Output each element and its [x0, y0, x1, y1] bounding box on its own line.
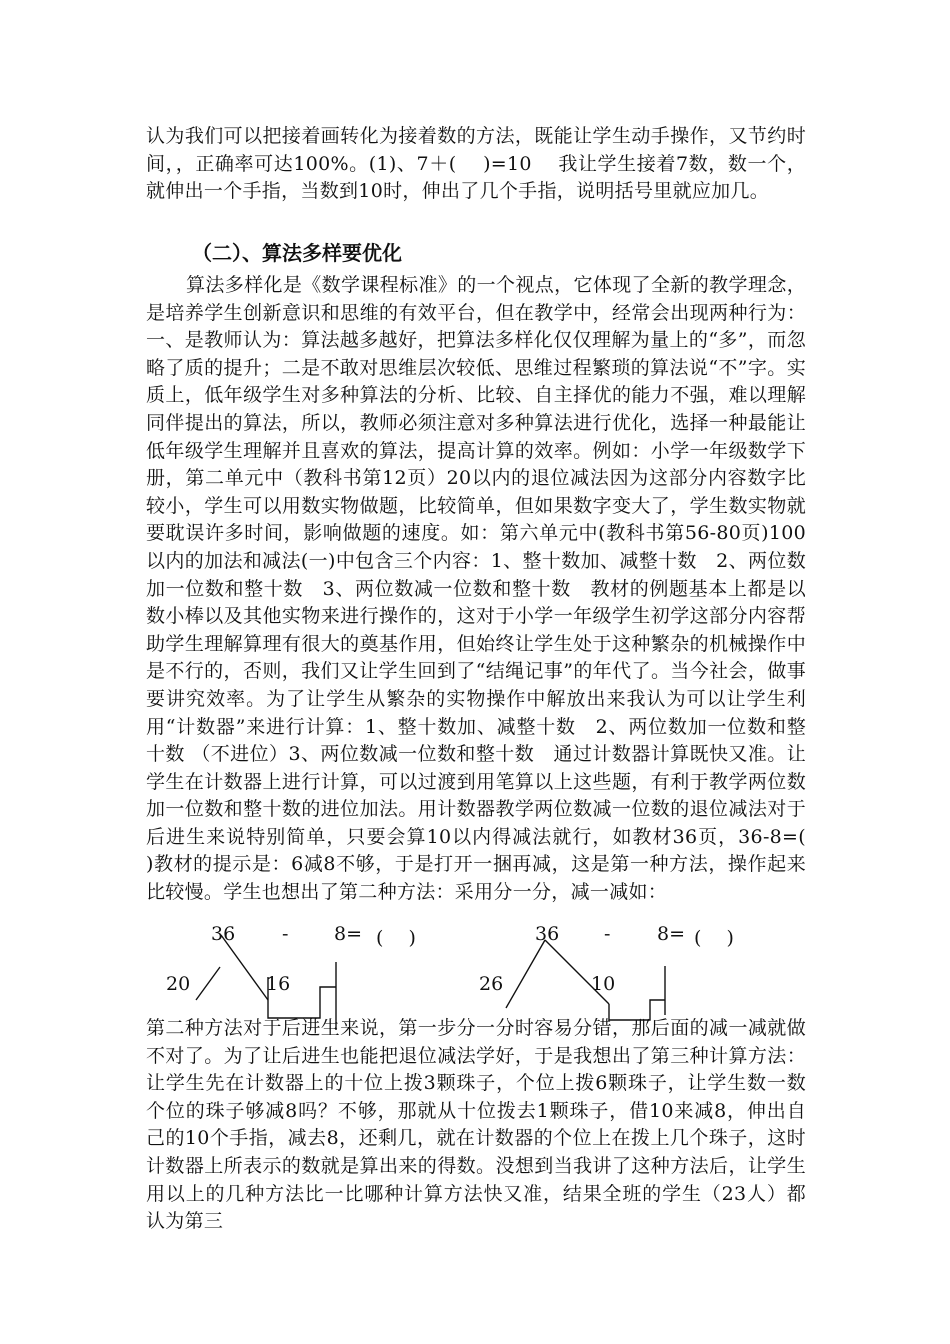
paragraph-third-method: 第二种方法对于后进生来说，第一步分一分时容易分错，那后面的减一减就做不对了。为了让后进生也能把退位减法学好，于是我想出了第三种计算方法：让学生先在计数器上的十位上拨3颗珠子，个位上拨6颗珠子，让学生数一数个位的珠子够减8吗？不够，那就从十位拨去1颗珠子，借10来减8，伸出自己的10个手指，减去8，还剩几，就在计数器的个位上在拨上几个珠子，这时计数器上所表示的数就是算出来的得数。没想到当我讲了这种方法后，让学生用以上的几种方法比一比哪种计算方法快又准，结果全班的学生（23人）都认为第三 [146, 1017, 806, 1233]
right-minus-sign: - [604, 923, 611, 945]
section-heading: （二）、算法多样要优化 [192, 241, 402, 265]
right-split-tens: 26 [479, 973, 504, 995]
left-minuend: 36 [211, 923, 236, 945]
paragraph-intro: 认为我们可以把接着画转化为接着数的方法，既能让学生动手操作，又节约时间，，正确率可达100%。(1)、7＋( )=10 我让学生接着7数，数一个，就伸出一个手指，当数到10时，伸出了几个手指，说明括号里就应加几。 [146, 125, 806, 203]
left-answer-blank: ( ) [376, 927, 416, 949]
left-minus-sign: - [282, 923, 289, 945]
paragraph-algorithm: 算法多样化是《数学课程标准》的一个视点，它体现了全新的教学理念，是培养学生创新意识和思维的有效平台，但在教学中，经常会出现两种行为：一、是教师认为：算法越多越好，把算法多样化仅仅理解为量上的“多”，而忽略了质的提升；二是不敢对思维层次较低、思维过程繁琐的算法说“不”字。实质上，低年级学生对多种算法的分析、比较、自主择优的能力不强，难以理解同伴提出的算法，所以，教师必须注意对多种算法进行优化，选择一种最能让低年级学生理解并且喜欢的算法，提高计算的效率。例如：小学一年级数学下册，第二单元中（教科书第12页）20以内的退位减法因为这部分内容数字比较小，学生可以用数实物做题，比较简单，但如果数字变大了，学生数实物就要耽误许多时间，影响做题的速度。如：第六单元中(教科书第56-80页)100以内的加法和减法(一)中包含三个内容：1、整十数加、减整十数 2、两位数加一位数和整十数 3、两位数减一位数和整十数 教材的例题基本上都是以数小棒以及其他实物来进行操作的，这对于小学一年级学生初学这部分内容帮助学生理解算理有很大的奠基作用，但始终让学生处于这种繁杂的机械操作中是不行的，否则，我们又让学生回到了“结绳记事”的年代了。当今社会，做事要讲究效率。为了让学生从繁杂的实物操作中解放出来我认为可以让学生利用“计数器”来进行计算：1、整十数加、减整十数 2、两位数加一位数和整十数 （不进位）3、两位数减一位数和整十数 通过计数器计算既快又准。让学生在计数器上进行计算，可以过渡到用笔算以上这些题，有利于教学两位数加一位数和整十数的进位加法。用计数器教学两位数减一位数的退位减法对于后进生来说特别简单，只要会算10以内得减法就行，如教材36页，36-8=( )教材的提示是：6减8不够，于是打开一捆再减，这是第一种方法，操作起来比较慢。学生也想出了第二种方法：采用分一分，减一减如： [146, 274, 832, 904]
right-minuend: 36 [535, 923, 560, 945]
right-subtrahend: 8= [657, 923, 686, 945]
right-split-ones: 10 [591, 973, 616, 995]
left-split-ones: 16 [266, 973, 291, 995]
left-subtrahend: 8= [334, 923, 363, 945]
right-answer-blank: ( ) [694, 927, 734, 949]
subtraction-split-diagram [0, 900, 950, 1030]
diagram-lines [0, 900, 950, 1030]
split-line-right-b [506, 940, 545, 1008]
left-split-tens: 20 [166, 973, 191, 995]
split-line-left-b [196, 967, 220, 1000]
